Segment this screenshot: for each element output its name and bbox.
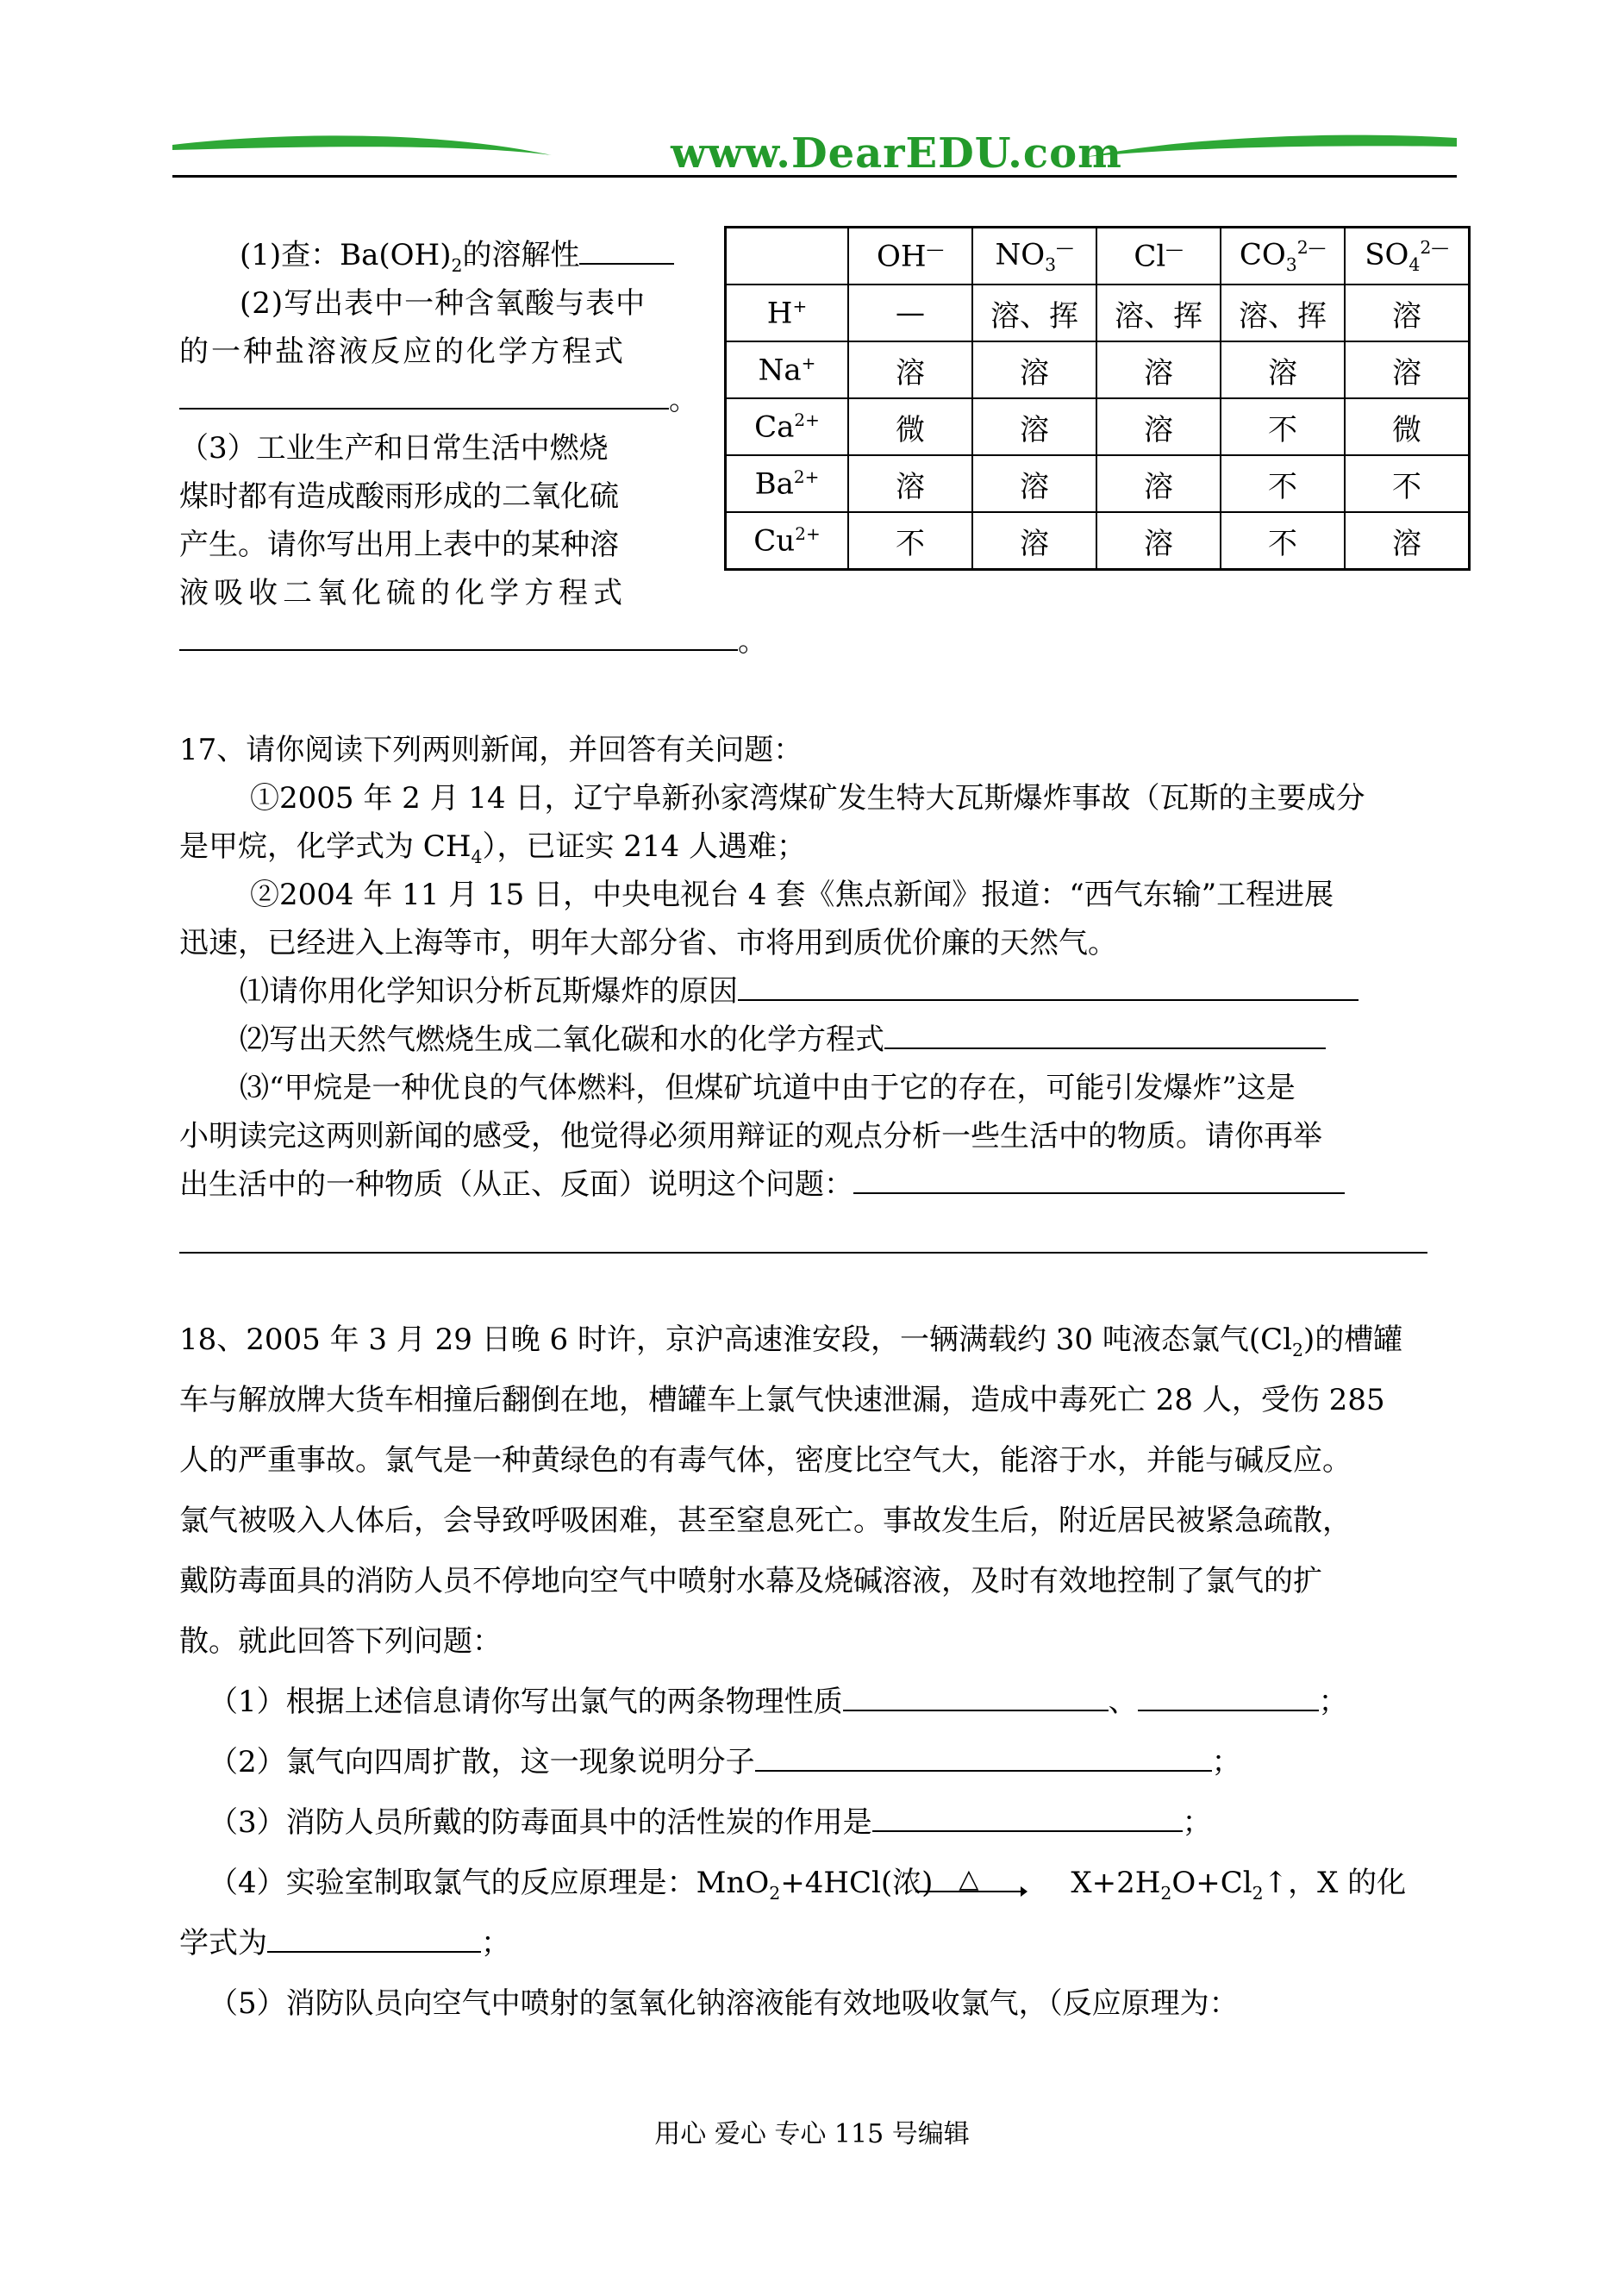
q18-line2: 车与解放牌大货车相撞后翻倒在地，槽罐车上氯气快速泄漏，造成中毒死亡 28 人，受伤 285: [179, 1383, 1385, 1417]
answer-blank[interactable]: [872, 1804, 1183, 1832]
header-banner: [172, 121, 1457, 181]
table-header-row: [726, 228, 1470, 285]
table-cell: 溶、挥: [1221, 285, 1345, 341]
table-row: [726, 455, 1470, 512]
q18-sub5: （5）消防队员向空气中喷射的氢氧化钠溶液能有效地吸收氯气，（反应原理为：: [209, 1986, 1239, 2021]
table-corner-cell: [726, 228, 849, 285]
table-header-cell: $CO_3^{2—}$: [1221, 228, 1345, 285]
answer-blank-full[interactable]: [179, 1252, 1427, 1254]
q16-part3-line4: 液吸收二氧化硫的化学方程式: [179, 576, 628, 610]
q18-sub1: （1）根据上述信息请你写出氯气的两条物理性质 、 ；: [209, 1685, 1348, 1719]
answer-blank[interactable]: [843, 1684, 1109, 1711]
table-cell: 不: [1345, 455, 1470, 512]
table-cell: 溶: [972, 512, 1096, 570]
q18-sub2: （2）氯气向四周扩散，这一现象说明分子 ；: [209, 1745, 1241, 1779]
table-header-cell: $NO_3^—$: [972, 228, 1096, 285]
q18-sub4-line2: 学式为 ；: [179, 1926, 510, 1960]
q16-part3-answer: 。: [179, 617, 767, 666]
answer-blank[interactable]: [1138, 1684, 1319, 1711]
answer-blank[interactable]: [579, 237, 674, 265]
table-cell: 溶: [1096, 341, 1221, 398]
heat-symbol: △: [959, 1864, 979, 1894]
table-cell: 溶: [972, 455, 1096, 512]
table-cell: 微: [1345, 398, 1470, 455]
q17-sub3-line2: 小明读完这两则新闻的感受，他觉得必须用辩证的观点分析一些生活中的物质。请你再举: [179, 1119, 1322, 1154]
answer-blank[interactable]: [884, 1022, 1326, 1049]
q17-news2-line1: ②2004 年 11 月 15 日，中央电视台 4 套《焦点新闻》报道：“西气东输”工程进展: [250, 878, 1334, 912]
q16-part3-line1: （3）工业生产和日常生活中燃烧: [179, 431, 609, 466]
table-header-cell: $SO_4^{2—}$: [1345, 228, 1470, 285]
cation-cell: $Cu^{2+}$: [726, 512, 849, 570]
answer-blank[interactable]: [179, 623, 738, 651]
q16-part2-line1: (2)写出表中一种含氧酸与表中: [240, 286, 646, 321]
q18-line5: 戴防毒面具的消防人员不停地向空气中喷射水幕及烧碱溶液，及时有效地控制了氯气的扩: [179, 1564, 1322, 1598]
page-footer: 用心 爱心 专心 115 号编辑: [654, 2119, 970, 2149]
answer-blank[interactable]: [179, 382, 669, 410]
table-cell: —: [848, 285, 972, 341]
table-cell: 溶: [1096, 455, 1221, 512]
q17-sub3-line3: 出生活中的一种物质（从正、反面）说明这个问题：: [179, 1160, 1345, 1209]
header-rule: [172, 175, 1457, 178]
q17-news1-line2: 是甲烷，化学式为 $CH_4$），已证实 214 人遇难；: [179, 829, 806, 867]
table-row: [726, 512, 1470, 570]
q18-sub3: （3）消防人员所戴的防毒面具中的活性炭的作用是 ；: [209, 1805, 1212, 1840]
q18-line4: 氯气被吸入人体后，会导致呼吸困难，甚至窒息死亡。事故发生后，附近居民被紧急疏散，: [179, 1504, 1352, 1538]
q18-line6: 散。就此回答下列问题：: [179, 1624, 502, 1659]
table-header-cell: Cl—: [1096, 228, 1221, 285]
cation-cell: $Ca^{2+}$: [726, 398, 849, 455]
solubility-table: [724, 226, 1471, 571]
q16-part2-answer: 。: [179, 376, 698, 424]
q18-line1: 18、2005 年 3 月 29 日晚 6 时许，京沪高速淮安段，一辆满载约 30 吨液态氯气$(Cl_2)$的槽罐: [179, 1323, 1403, 1360]
q18-line3: 人的严重事故。氯气是一种黄绿色的有毒气体，密度比空气大，能溶于水，并能与碱反应。: [179, 1443, 1352, 1478]
table-cell: 不: [848, 512, 972, 570]
table-cell: 不: [1221, 512, 1345, 570]
table-cell: 溶、挥: [1096, 285, 1221, 341]
table-row: [726, 341, 1470, 398]
table-cell: 微: [848, 398, 972, 455]
table-cell: 溶、挥: [972, 285, 1096, 341]
cation-cell: Na+: [726, 341, 849, 398]
answer-blank[interactable]: [738, 973, 1359, 1001]
table-row: [726, 285, 1470, 341]
table-header-cell: OH—: [848, 228, 972, 285]
table-cell: 溶: [848, 341, 972, 398]
table-cell: 溶: [1096, 398, 1221, 455]
table-cell: 溶: [1096, 512, 1221, 570]
answer-blank[interactable]: [267, 1925, 481, 1953]
q18-sub4: （4）实验室制取氯气的反应原理是：MnO$_2$+4HCl(浓) △ $X+2H_2O+Cl_2↑$，X 的化: [209, 1859, 1406, 1917]
cation-cell: H+: [726, 285, 849, 341]
table-cell: 不: [1221, 398, 1345, 455]
answer-blank[interactable]: [853, 1166, 1345, 1194]
site-logo: www.DearEDU.com: [671, 129, 1122, 178]
q16-part3-line2: 煤时都有造成酸雨形成的二氧化硫: [179, 479, 619, 514]
table-cell: 溶: [848, 455, 972, 512]
table-cell: 溶: [1221, 341, 1345, 398]
table-cell: 溶: [972, 341, 1096, 398]
table-cell: 不: [1221, 455, 1345, 512]
q16-part3-line3: 产生。请你写出用上表中的某种溶: [179, 528, 619, 562]
table-cell: 溶: [1345, 285, 1470, 341]
q17-news1-line1: ①2005 年 2 月 14 日，辽宁阜新孙家湾煤矿发生特大瓦斯爆炸事故（瓦斯的主要成分: [250, 781, 1365, 816]
q17-news2-line2: 迅速，已经进入上海等市，明年大部分省、市将用到质优价廉的天然气。: [179, 926, 1117, 960]
q17-sub2: ⑵写出天然气燃烧生成二氧化碳和水的化学方程式: [240, 1016, 1326, 1064]
heat-arrow: [933, 1864, 1045, 1902]
table-cell: 溶: [972, 398, 1096, 455]
q16-part2-line2: 的一种盐溶液反应的化学方程式: [179, 335, 626, 369]
cation-cell: $Ba^{2+}$: [726, 455, 849, 512]
table-row: [726, 398, 1470, 455]
q16-part1: (1)查：$Ba(OH)_2$的溶解性: [240, 231, 674, 290]
answer-blank[interactable]: [755, 1744, 1212, 1772]
table-cell: 溶: [1345, 512, 1470, 570]
q17-sub1: ⑴请你用化学知识分析瓦斯爆炸的原因: [240, 967, 1359, 1016]
q17-sub3-line1: ⑶“甲烷是一种优良的气体燃料，但煤矿坑道中由于它的存在，可能引发爆炸”这是: [240, 1071, 1296, 1105]
table-cell: 溶: [1345, 341, 1470, 398]
q17-intro: 17、请你阅读下列两则新闻，并回答有关问题：: [179, 733, 803, 767]
